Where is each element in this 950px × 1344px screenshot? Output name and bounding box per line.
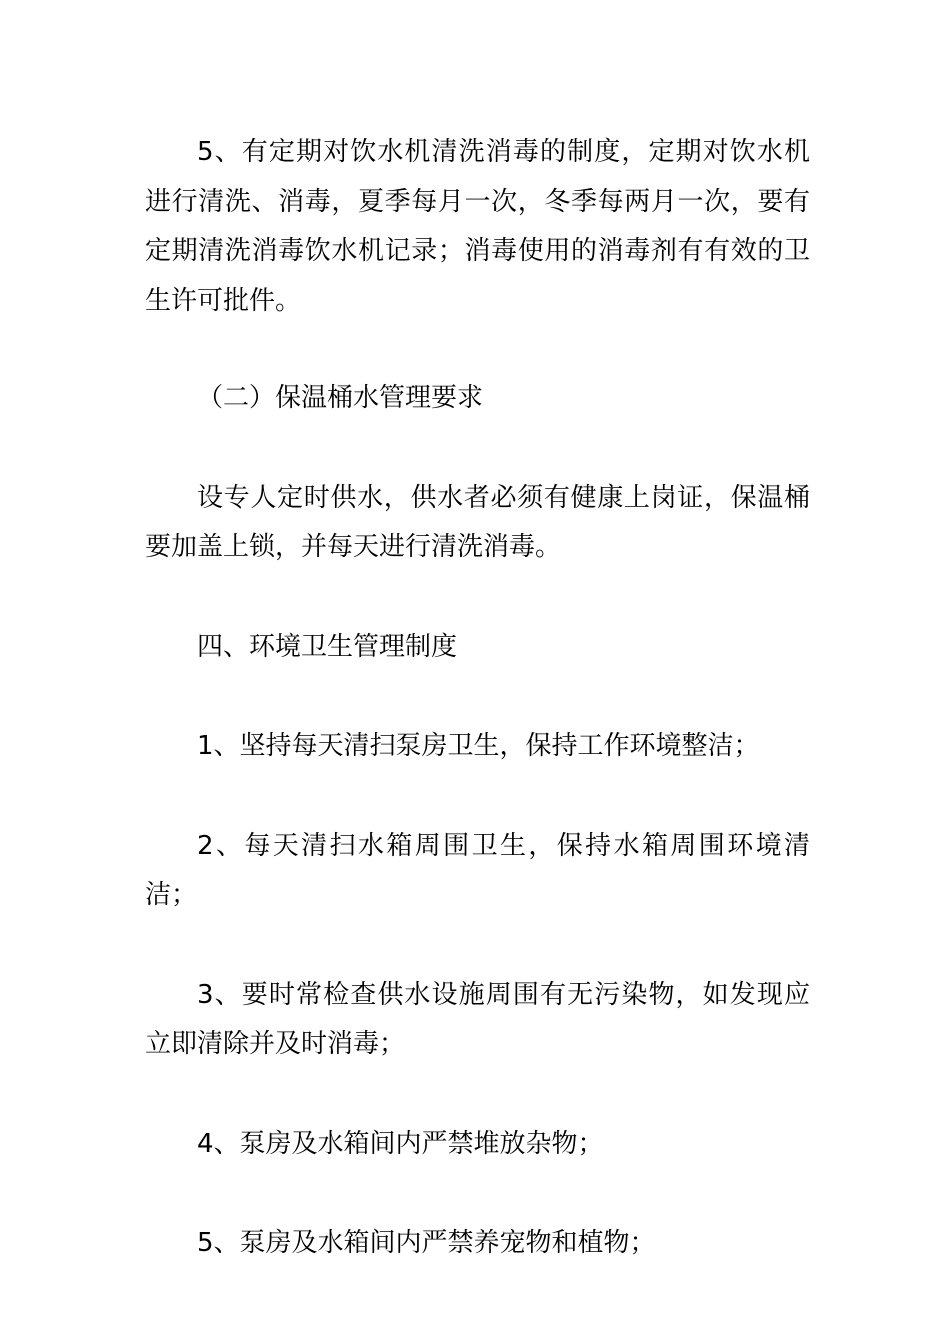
chapter-heading-environment-hygiene: 四、环境卫生管理制度 — [197, 631, 458, 662]
list-item-tank-surroundings: 2、每天清扫水箱周围卫生，保持水箱周围环境清洁； — [145, 830, 810, 910]
paragraph-insulated-bucket-requirements: 设专人定时供水，供水者必须有健康上岗证，保温桶要加盖上锁，并每天进行清洗消毒。 — [145, 482, 810, 562]
list-item-no-debris: 4、泵房及水箱间内严禁堆放杂物； — [197, 1128, 604, 1159]
list-item-no-pets-plants: 5、泵房及水箱间内严禁养宠物和植物； — [197, 1228, 656, 1258]
list-item-pump-room-cleaning: 1、坚持每天清扫泵房卫生，保持工作环境整洁； — [197, 731, 760, 761]
paragraph-drinking-machine-disinfection: 5、有定期对饮水机清洗消毒的制度，定期对饮水机进行清洗、消毒，夏季每月一次，冬季每两月一次，要有定期清洗消毒饮水机记录；消毒使用的消毒剂有有效的卫生许可批件。 — [145, 137, 810, 316]
section-heading-insulated-bucket: （二）保温桶水管理要求 — [197, 383, 484, 413]
document-page — [145, 128, 810, 1269]
list-item-pollutant-inspection: 3、要时常检查供水设施周围有无污染物，如发现应立即清除并及时消毒； — [145, 979, 810, 1059]
